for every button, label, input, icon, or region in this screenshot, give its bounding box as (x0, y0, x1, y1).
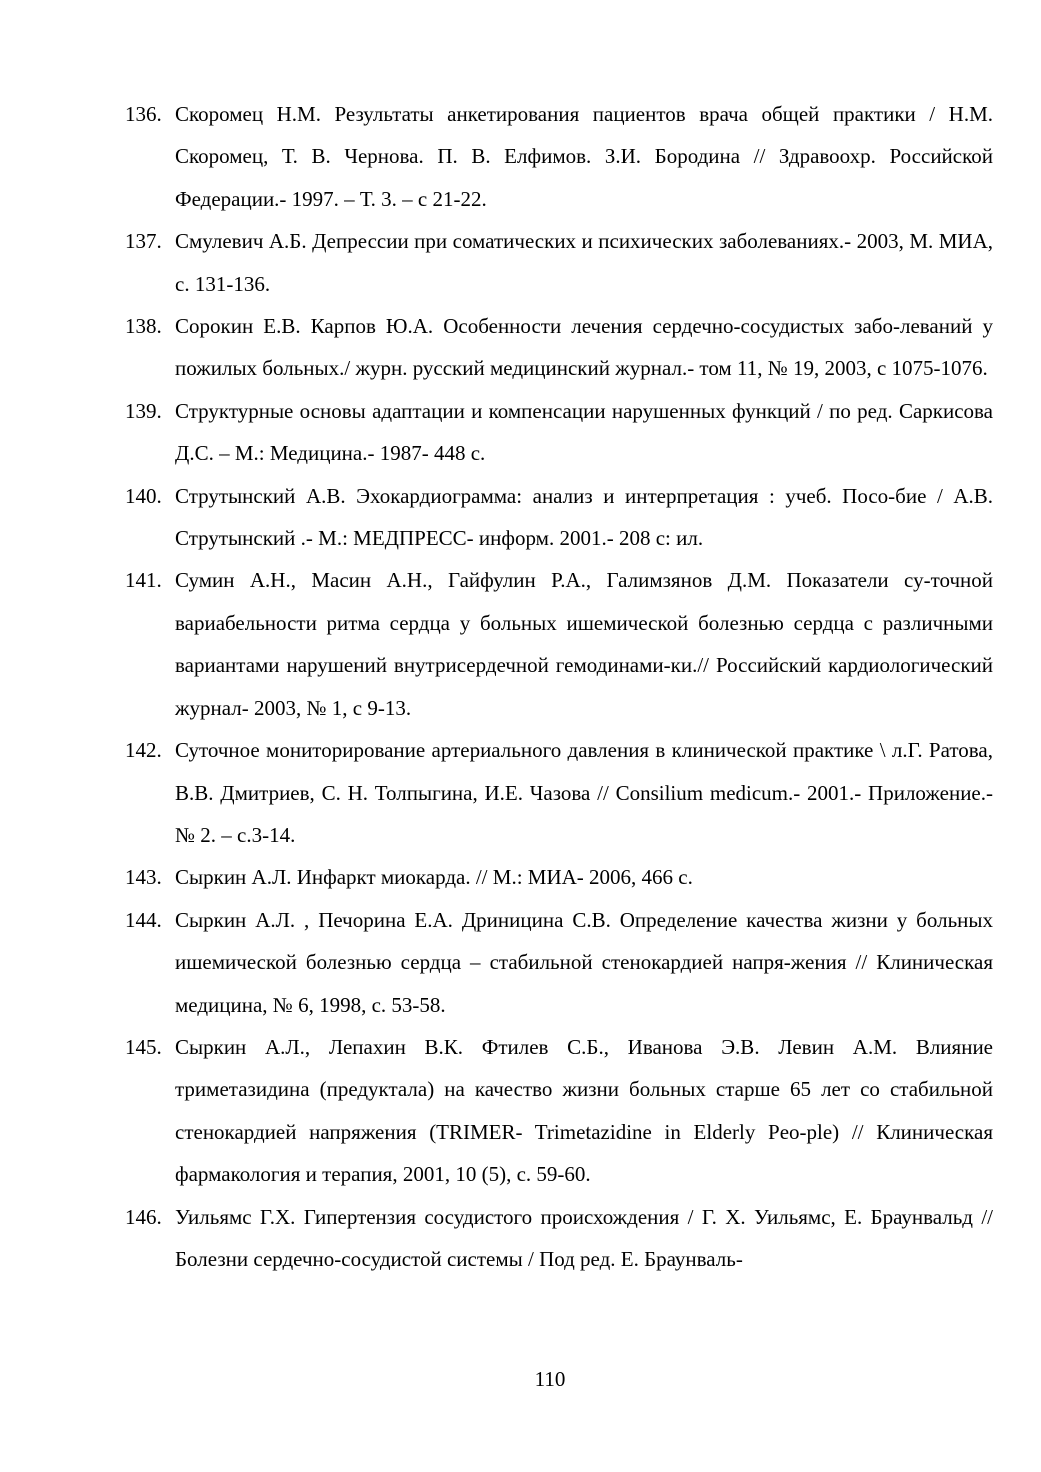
reference-number: 141. (125, 568, 162, 593)
reference-item (125, 390, 993, 475)
reference-number: 140. (125, 483, 162, 508)
reference-text: Смулевич А.Б. Депрессии при соматических и психических заболеваниях.- 2003, М. МИА, с. 131-136. (175, 229, 993, 296)
reference-number: 146. (125, 1204, 162, 1229)
reference-item (125, 1026, 993, 1196)
reference-text: Сорокин Е.В. Карпов Ю.А. Особенности лечения сердечно-сосудистых забо-леваний у пожилых больных./ журн. русский медицинский журнал.- том 11, № 19, 2003, с 1075-1076. (175, 314, 993, 381)
reference-text: Сумин А.Н., Масин А.Н., Гайфулин Р.А., Галимзянов Д.М. Показатели су-точной вариабельности ритма сердца у больных ишемической болезнью сердца с различными вариантами нарушений внутрисердечной гемодинами-ки.// Российский кардиологический журнал- 2003, № 1, с 9-13. (175, 568, 993, 720)
reference-text: Сыркин А.Л., Лепахин В.К. Фтилев С.Б., Иванова Э.В. Левин А.М. Влияние триметазидина (предуктала) на качество жизни больных старше 65 лет со стабильной стенокардией напряжения (TRIMER- Trimetazidine in Elderly Peo-ple) // Клиническая фармакология и терапия, 2001, 10 (5), с. 59-60. (175, 1034, 993, 1187)
reference-text: Структурные основы адаптации и компенсации нарушенных функций / по ред. Саркисова Д.С. – М.: Медицина.- 1987- 448 с. (175, 398, 993, 466)
reference-item (125, 475, 993, 560)
reference-item (125, 856, 993, 898)
reference-item (125, 220, 993, 305)
page-number: 110 (534, 1367, 566, 1391)
reference-number: 137. (125, 229, 162, 254)
reference-item (125, 93, 993, 220)
reference-number: 136. (125, 102, 162, 126)
reference-number: 139. (125, 398, 162, 423)
reference-item (125, 729, 993, 856)
reference-number: 142. (125, 738, 162, 763)
reference-text: Скоромец Н.М. Результаты анкетирования пациентов врача общей практики / Н.М. Скоромец, Т. В. Чернова. П. В. Елфимов. З.И. Бородина // Здравоохр. Российской Федерации.- 1997. – Т. 3. – с 21-22. (175, 102, 993, 211)
reference-text: Уильямс Г.Х. Гипертензия сосудистого происхождения / Г. Х. Уильямс, Е. Браунвальд // Болезни сердечно-сосудистой системы / Под ред. Е. Браунваль- (175, 1204, 993, 1271)
reference-text: Струтынский А.В. Эхокардиограмма: анализ и интерпретация : учеб. Посо-бие / А.В. Струтынский .- М.: МЕДПРЕСС- информ. 2001.- 208 с: ил. (175, 483, 993, 551)
reference-item (125, 899, 993, 1026)
reference-text: Сыркин А.Л. Инфаркт миокарда. // М.: МИА- 2006, 466 с. (175, 865, 693, 890)
reference-number: 143. (125, 865, 162, 890)
reference-text: Сыркин А.Л. , Печорина Е.А. Дриницина С.В. Определение качества жизни у больных ишемической болезнью сердца – стабильной стенокардией напря-жения // Клиническая медицина, № 6, 1998, с. 53-58. (175, 907, 993, 1017)
reference-list (125, 93, 993, 1280)
reference-number: 138. (125, 314, 162, 339)
reference-number: 145. (125, 1034, 162, 1059)
reference-item (125, 559, 993, 729)
reference-item (125, 305, 993, 390)
reference-number: 144. (125, 907, 162, 932)
reference-item (125, 1196, 993, 1281)
reference-text: Суточное мониторирование артериального давления в клинической практике \ л.Г. Ратова, В.В. Дмитриев, С. Н. Толпыгина, И.Е. Чазова // Consilium medicum.- 2001.- Приложение.- № 2. – с.3-14. (175, 738, 993, 847)
